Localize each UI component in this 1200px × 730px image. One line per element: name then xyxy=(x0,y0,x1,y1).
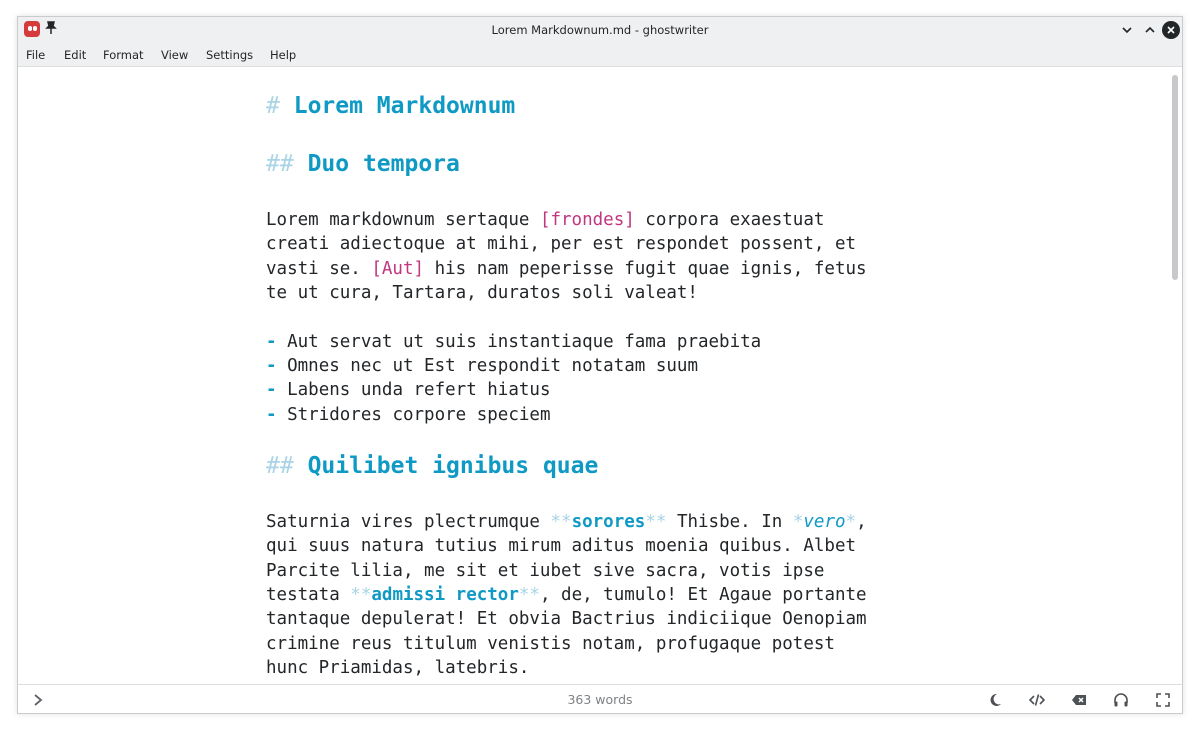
list-item xyxy=(266,354,698,378)
list-item xyxy=(266,330,761,354)
text-run: Saturnia vires plectrumque xyxy=(266,512,551,532)
paragraph-line: qui suus natura tutius mirum aditus moenia quibus. Albet xyxy=(266,536,857,556)
hemingway-mode-icon xyxy=(1071,692,1087,708)
paragraph-line xyxy=(266,583,867,607)
italic-marker: * xyxy=(845,512,857,532)
menu-settings[interactable]: Settings xyxy=(206,48,254,62)
reference-link[interactable]: [frondes] xyxy=(539,210,635,230)
status-bar xyxy=(18,684,1182,714)
chevron-down-icon xyxy=(1120,23,1134,37)
text-run: , xyxy=(856,512,867,532)
vertical-scrollbar[interactable] xyxy=(1168,67,1183,684)
paragraph-line xyxy=(266,257,867,281)
paragraph-line: crimine reus titulum venistis notam, profugaque potest xyxy=(266,634,835,654)
close-button[interactable] xyxy=(1162,21,1180,39)
minimize-button[interactable] xyxy=(1118,21,1136,39)
text-run: Lorem markdownum sertaque xyxy=(266,210,540,230)
fullscreen-button[interactable] xyxy=(1154,691,1172,709)
heading-2-duo-tempora xyxy=(266,152,460,176)
paragraph-line: tantaque depulerat! Et obvia Bactrius indiciique Oenopiam xyxy=(266,609,867,629)
text-run: vasti se. xyxy=(266,259,372,279)
close-icon xyxy=(1166,25,1176,35)
paragraph-line: hunc Priamidas, latebris. xyxy=(266,658,530,678)
dark-mode-icon xyxy=(987,692,1003,708)
italic-marker: * xyxy=(792,512,804,532)
paragraph-line xyxy=(266,208,824,232)
paragraph-line: Parcite lilia, me sit et iubet sive sacra, votis ipse xyxy=(266,561,825,581)
menu-edit[interactable]: Edit xyxy=(64,48,87,62)
heading-marker: # xyxy=(266,93,280,119)
text-run: Thisbe. In xyxy=(666,512,793,532)
heading-marker: ## xyxy=(266,151,294,177)
list-item-text: Stridores corpore speciem xyxy=(276,405,551,425)
menu-help[interactable]: Help xyxy=(270,48,297,62)
list-bullet: - xyxy=(266,356,277,376)
distraction-free-button[interactable] xyxy=(1112,691,1130,709)
text-run: corpora exaestuat xyxy=(634,210,825,230)
list-bullet: - xyxy=(266,332,277,352)
markdown-editor[interactable] xyxy=(18,67,1168,684)
bold-marker: ** xyxy=(550,512,572,532)
heading-text: Lorem Markdownum xyxy=(293,93,516,119)
html-preview-button[interactable] xyxy=(1028,691,1046,709)
list-item-text: Aut servat ut suis instantiaque fama praebita xyxy=(276,332,762,352)
scrollbar-thumb[interactable] xyxy=(1172,75,1178,280)
menu-format[interactable]: Format xyxy=(103,48,144,62)
bold-text: admissi rector xyxy=(371,585,519,605)
headphones-icon xyxy=(1113,692,1129,708)
title-bar[interactable] xyxy=(18,17,1182,45)
menu-bar xyxy=(18,45,1182,67)
paragraph-line xyxy=(266,510,867,534)
list-bullet: - xyxy=(266,405,277,425)
heading-2-quilibet xyxy=(266,454,598,478)
dark-mode-button[interactable] xyxy=(986,691,1004,709)
list-item-text: Omnes nec ut Est respondit notatam suum xyxy=(276,356,698,376)
app-window xyxy=(17,16,1183,714)
reference-link[interactable]: [Aut] xyxy=(371,259,425,279)
text-run: his nam peperisse fugit quae ignis, fetus xyxy=(424,259,867,279)
menu-view[interactable]: View xyxy=(161,48,189,62)
window-title: Lorem Markdownum.md - ghostwriter xyxy=(491,23,709,37)
text-run: testata xyxy=(266,585,351,605)
bold-marker: ** xyxy=(350,585,372,605)
heading-1 xyxy=(266,94,515,118)
bold-marker: ** xyxy=(518,585,540,605)
italic-text: vero xyxy=(803,512,846,532)
bold-text: sorores xyxy=(571,512,646,532)
paragraph-line: creati adiectoque at mihi, per est respondet possent, et xyxy=(266,234,857,254)
heading-text: Duo tempora xyxy=(307,151,460,177)
fullscreen-icon xyxy=(1155,692,1171,708)
heading-marker: ## xyxy=(266,453,294,479)
paragraph-line: te ut cura, Tartara, duratos soli valeat! xyxy=(266,283,698,303)
list-item xyxy=(266,378,550,402)
text-run: , de, tumulo! Et Agaue portante xyxy=(539,585,867,605)
html-preview-icon xyxy=(1029,692,1045,708)
bold-marker: ** xyxy=(645,512,667,532)
hemingway-mode-button[interactable] xyxy=(1070,691,1088,709)
list-item xyxy=(266,403,550,427)
menu-file[interactable]: File xyxy=(26,48,46,62)
chevron-up-icon xyxy=(1143,23,1157,37)
maximize-button[interactable] xyxy=(1141,21,1159,39)
list-bullet: - xyxy=(266,380,277,400)
heading-text: Quilibet ignibus quae xyxy=(307,453,599,479)
list-item-text: Labens unda refert hiatus xyxy=(276,380,551,400)
word-count[interactable]: 363 words xyxy=(567,692,633,707)
